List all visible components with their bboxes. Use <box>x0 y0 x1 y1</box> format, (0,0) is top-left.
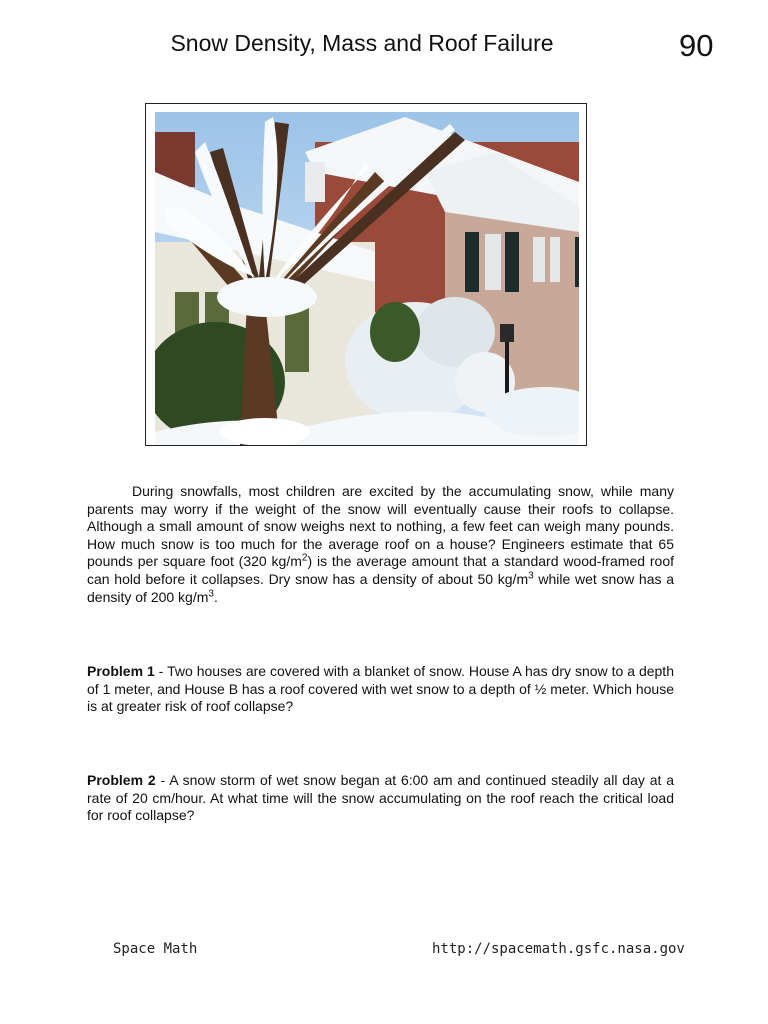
intro-text-part2: ) is the average amount that a standard wood-framed roof can hold before it collapses. Dry snow has a density of about 50 kg/m <box>87 553 674 587</box>
superscript-squared: 2 <box>301 552 308 564</box>
problem-1-text: - Two houses are covered with a blanket of snow. House A has dry snow to a depth of 1 meter, and House B has a roof covered with wet snow to a depth of ½ meter. Which house is at greater risk of roof collapse? <box>87 663 674 715</box>
problem-2-text: - A snow storm of wet snow began at 6:00 am and continued steadily all day at a rate of 20 cm/hour. At what time will the snow accumulating on the roof reach the critical load for roof collapse? <box>87 772 674 824</box>
problem-2-label: Problem 2 <box>87 772 156 788</box>
problem-1 <box>87 663 674 716</box>
page-title: Snow Density, Mass and Roof Failure <box>170 30 554 56</box>
page-number: 90 <box>679 28 714 63</box>
intro-text-part3: while wet snow has a density of 200 kg/m <box>87 570 674 605</box>
problem-2 <box>87 772 674 825</box>
footer-brand: Space Math <box>113 941 198 957</box>
superscript-cubed: 3 <box>528 570 534 582</box>
intro-text-part1: During snowfalls, most children are excited by the accumulating snow, while many parents may worry if the weight of the snow will eventually cause their roofs to collapse. Although a small amount of snow weighs next to nothing, a few feet can weigh many pounds. How much snow is too much for the average roof on a house? Engineers estimate that 65 pounds per square foot (320 kg/m <box>87 483 674 570</box>
intro-text-part4: . <box>213 588 218 605</box>
footer-url: http://spacemath.gsfc.nasa.gov <box>432 941 685 957</box>
intro-paragraph <box>87 483 674 606</box>
snow-house-photo <box>145 103 587 446</box>
problem-1-label: Problem 1 <box>87 663 155 679</box>
snowy-house-illustration <box>155 112 579 445</box>
superscript-cubed-2: 3 <box>208 587 214 599</box>
